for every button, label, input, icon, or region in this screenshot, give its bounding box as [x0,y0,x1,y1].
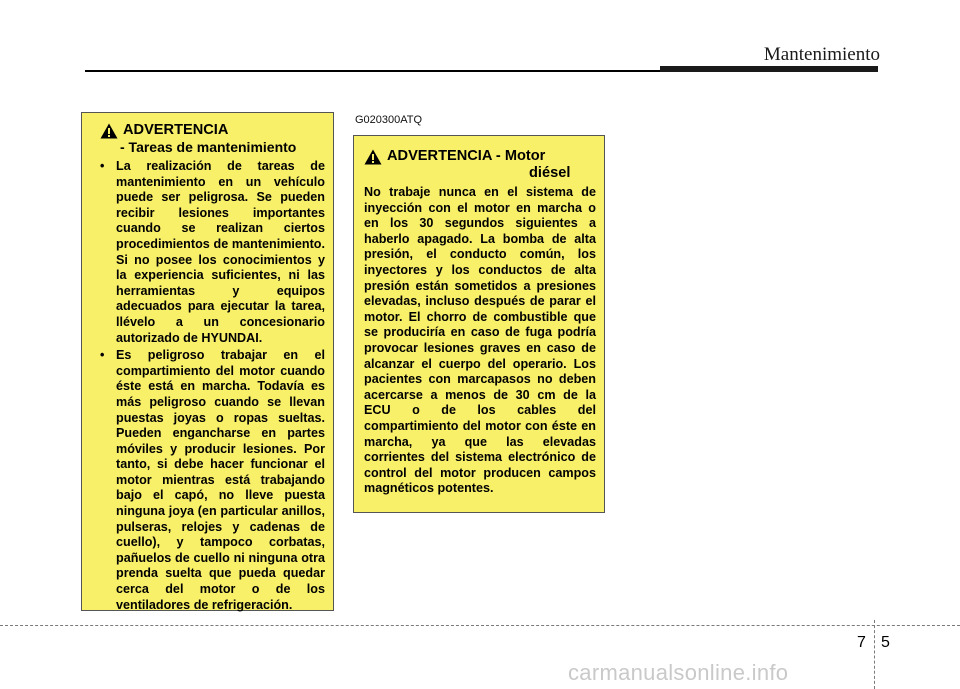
watermark: carmanualsonline.info [568,660,789,685]
header-rule [85,70,660,72]
page-header-title: Mantenimiento [763,44,880,65]
page-number-divider [874,620,875,689]
warning-box-maintenance [81,112,334,611]
warning-list-item: • La realización de tareas de mantenimiento en un vehículo puede ser peligrosa. Se pueden recibir lesiones importantes cuando se realizan ciertos procedimientos de mantenimiento. Si no posee los conocimientos y la experiencia suficientes, ni las herramientas y equipos adecuados para ejecutar la tarea, llévelo a un concesionario autorizado de HYUNDAI. [100,159,325,346]
footer-rule [0,625,960,626]
warning-triangle-icon [364,149,382,165]
warning-triangle-icon [100,123,118,139]
warning-list-item: • Es peligroso trabajar en el compartimiento del motor cuando éste está en marcha. Todavía es más peligroso cuando se llevan puestas joyas o ropas sueltas. Pueden engancharse en partes móviles y producir lesiones. Por tanto, si debe hacer funcionar el motor mientras está trabajando bajo el capó, no lleve puesta ninguna joya (en particular anillos, pulseras, relojes y cadenas de cuello), y tampoco corbatas, pañuelos de cuello ni ninguna otra prenda suelta que pueda quedar cerca del motor o de los ventiladores de refrigeración. [100,348,325,613]
warning-list [100,159,325,613]
page-number: 5 [881,634,890,651]
warning-box-diesel [353,135,605,513]
warning-subtitle: - Tareas de mantenimiento [120,139,297,155]
document-code: G020300ATQ [355,114,423,126]
warning-body: No trabaje nunca en el sistema de inyección con el motor en marcha o en los 30 segundos siguientes a haberlo apagado. La bomba de alta presión, el conducto común, los inyectores y los conductos de alta presión están sometidos a presiones elevadas, incluso después de parar el motor. El chorro de combustible que se produciría en caso de fuga podría provocar lesiones graves en caso de alcanzar el cuerpo del operario. Los pacientes con marcapasos no deben acercarse a menos de 30 cm de la ECU o de los cables del compartimiento del motor con éste en marcha, ya que las elevadas corrientes del sistema electrónico de control del motor producen campos magnéticos potentes. [364,185,596,496]
warning-title-continued: diésel [529,165,571,181]
warning-title: ADVERTENCIA - Motor [387,148,546,164]
warning-header [100,122,325,139]
warning-header [364,148,596,165]
header-rule-accent [660,66,878,72]
chapter-number: 7 [857,634,866,651]
warning-title: ADVERTENCIA [123,122,229,138]
